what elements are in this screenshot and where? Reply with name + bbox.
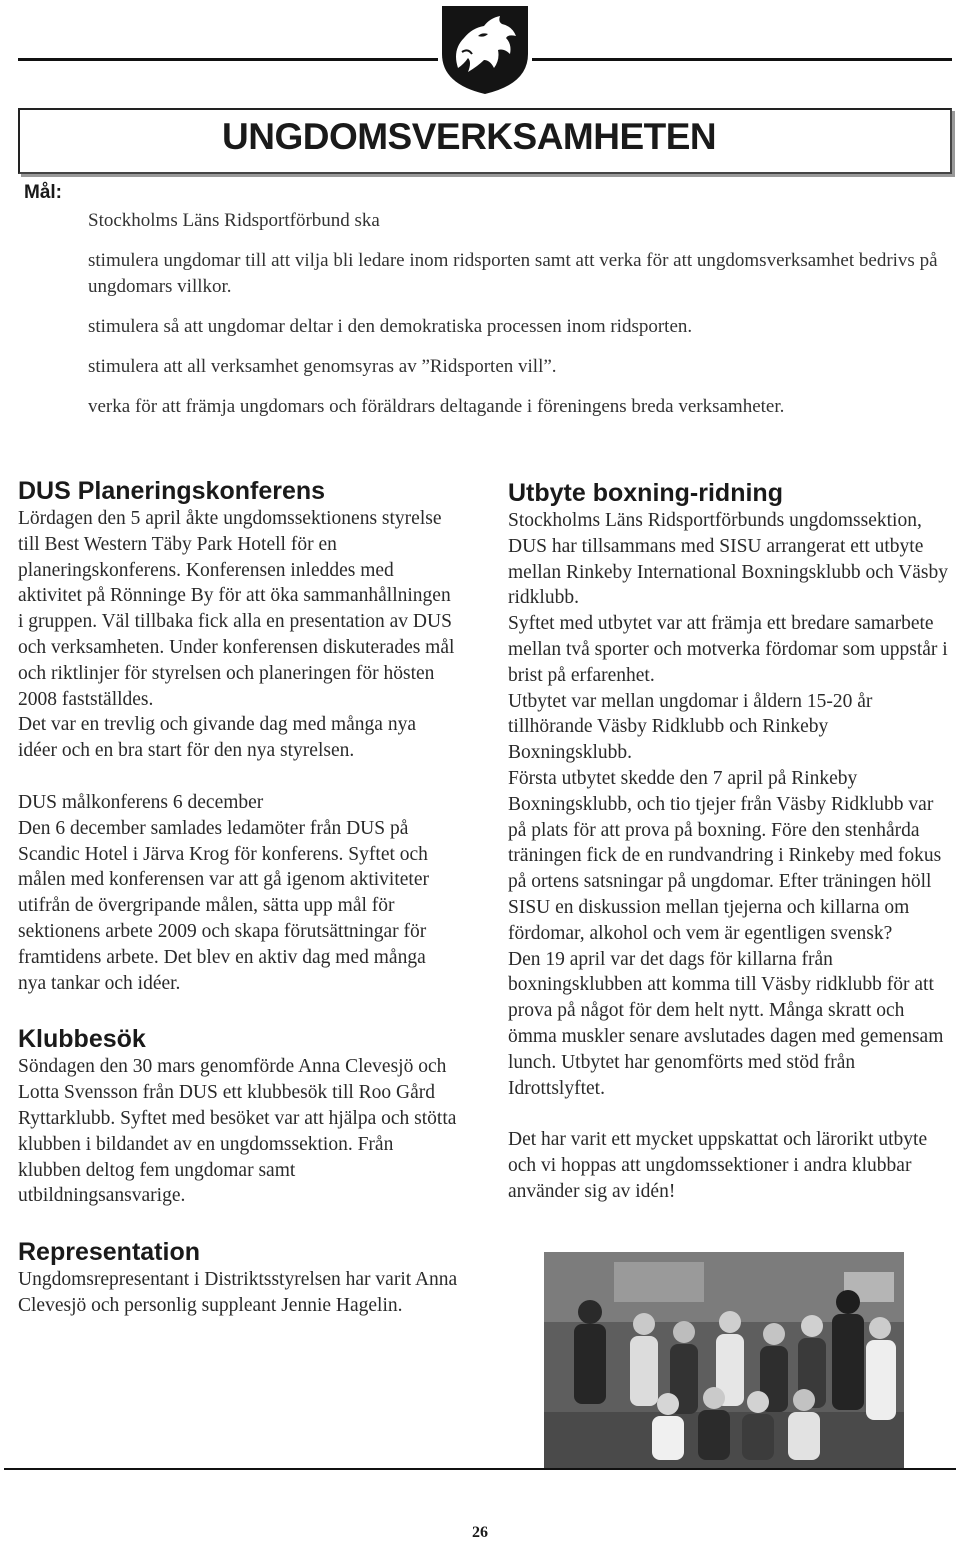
page-number: 26 [472, 1524, 488, 1541]
right-column [508, 478, 948, 1205]
goal-item: stimulera så att ungdomar deltar i den demokratiska processen inom ridsporten. [88, 316, 693, 337]
goal-item: stimulera att all verksamhet genomsyras av ”Ridsporten vill”. [88, 356, 557, 377]
left-column [18, 476, 458, 1319]
header-rule-right [532, 58, 952, 61]
horse-crest-logo-icon [438, 2, 532, 96]
header-rule-left [18, 58, 438, 61]
exchange-first-text: Första utbytet skedde den 7 april på Rinkeby Boxningsklubb, och tio tjejer från Väsby Ridklubb var på plats för att prova på boxning. Före den stenhårda träningen fick de en rundvandring i Rinkeby med fokus på ortens satsningar på ungdomar. Efter träningen höll SISU en diskussion mellan tjejerna och killarna om fördomar, alkohol och vem är egentligen svensk? [508, 767, 942, 944]
footer-rule [4, 1468, 956, 1470]
goal-item: stimulera ungdomar till att vilja bli ledare inom ridsporten samt att verka för att ungdomsverksamhet bedrivs på ungdomars villkor. [88, 250, 938, 297]
exchange-purpose-text: Syftet med utbytet var att främja ett bredare samarbete mellan två sporter och motverka fördomar som uppstår i brist på erfarenhet. [508, 613, 948, 686]
page-title: UNGDOMSVERKSAMHETEN [222, 116, 717, 157]
club-visit-heading: Klubbesök [18, 1025, 146, 1054]
dus-planning-text: Lördagen den 5 april åkte ungdomssektionens styrelse till Best Western Täby Park Hotell för en planeringskonferens. Konferensen inleddes med aktivitet på Rönninge By för att öka sammanhållningen i gruppen. Väl tillbaka fick alla en presentation av DUS och verksamheten. Under konferensen diskuterades mål och riktlinjer för styrelsen och planeringen för hösten 2008 fastställdes. [18, 508, 455, 710]
dus-goal-conference-title: DUS målkonferens 6 december [18, 791, 264, 813]
exchange-participants-text: Utbytet var mellan ungdomar i åldern 15-20 år tillhörande Väsby Ridklubb och Rinkeby Boxningsklubb. [508, 690, 873, 764]
exchange-intro-text: Stockholms Läns Ridsportförbunds ungdomssektion, DUS har tillsammans med SISU arrangerat ett utbyte mellan Rinkeby International Boxningsklubb och Väsby ridklubb. [508, 510, 948, 609]
goals-intro: Stockholms Läns Ridsportförbund ska [88, 210, 380, 231]
dus-planning-heading: DUS Planeringskonferens [18, 477, 326, 505]
exchange-second-text: Den 19 april var det dags för killarna från boxningsklubben att komma till Väsby ridklubb för att prova på något för dem helt nytt. Många skratt och ömma muskler senare avslutades dagen med gemensam lunch. Utbytet har genomförts med stöd från Idrottslyftet. [508, 948, 944, 1099]
representation-text: Ungdomsrepresentant i Distriktsstyrelsen har varit Anna Clevesjö och personlig suppleant Jennie Hagelin. [18, 1269, 458, 1316]
dus-planning-closing-text: Det var en trevlig och givande dag med många nya idéer och en bra start för den nya styrelsen. [18, 714, 416, 762]
exchange-closing-text: Det har varit ett mycket uppskattat och lärorikt utbyte och vi hoppas att ungdomssektioner i andra klubbar använder sig av idén! [508, 1129, 928, 1202]
exchange-heading: Utbyte boxning-ridning [508, 479, 783, 507]
goal-item: verka för att främja ungdomars och föräldrars deltagande i föreningens breda verksamheter. [88, 396, 785, 417]
group-photo [544, 1252, 904, 1468]
club-visit-text: Söndagen den 30 mars genomförde Anna Clevesjö och Lotta Svensson från DUS ett klubbesök till Roo Gård Ryttarklubb. Syftet med besöket var att hjälpa och stötta klubben i bildandet av en ungdomssektion. Från klubben deltog fem ungdomar samt utbildningsansvarige. [18, 1056, 457, 1207]
dus-goal-conference-text: Den 6 december samlades ledamöter från DUS på Scandic Hotel i Järva Krog för konferens. Syftet och målen med konferensen var att gå igenom aktiviteter utifrån de övergripande målen, sätta upp mål för sektionens arbete 2009 och skapa förutsättningar för framtidens arbete. Det blev en aktiv dag med många nya tankar och idéer. [18, 817, 429, 994]
goals-label: Mål: [24, 182, 62, 203]
goals-section [88, 208, 948, 434]
representation-heading: Representation [18, 1238, 200, 1267]
